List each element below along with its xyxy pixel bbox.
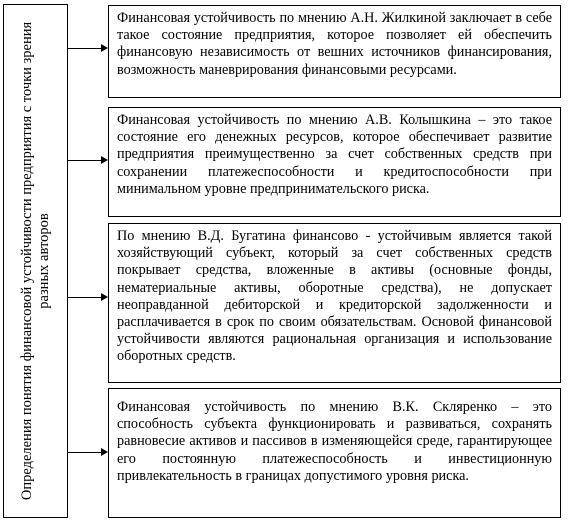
concept-box <box>3 4 68 518</box>
definition-box-bugatin <box>108 223 561 383</box>
definition-text: Финансовая устойчивость по мнению А.В. Колышкина – это такое состояние его денежных ресурсов, которое обеспечивает развитие предприятия преимущественно за счет собственных средств при сохранении платежеспособности и кредитоспособности при минимальном уровне предпринимательского риска. <box>117 112 552 197</box>
definition-box-kolyshkin <box>108 107 561 217</box>
definition-text: Финансовая устойчивость по мнению В.К. Скляренко – это способность субъекта функционировать и развиваться, сохранять равновесие активов и пассивов в изменяющейся среде, гарантирующее его постоянную платежеспособность и инвестиционную привлекательность в границах допустимого уровня риска. <box>117 399 552 484</box>
concept-label: Определения понятия финансовой устойчивости предприятия с точки зрения разных авторов <box>18 21 52 501</box>
definition-text: Финансовая устойчивость по мнению А.Н. Жилкиной заключает в себе такое состояние предприятия, которое позволяет ей обеспечить финансовую независимость от вешних источников финансирования, возможность маневрирования финансовыми ресурсами. <box>117 10 552 78</box>
definition-text: По мнению В.Д. Бугатина финансово - устойчивым является такой хозяйствующий субъект, который за счет собственных средств покрывает средства, вложенные в активы (основные фонды, нематериальные активы, оборотные средства), не допускает неоправданной дебиторской и кредиторской задолженности и расплачивается в срок по своим обязательствам. Основой финансовой устойчивости являются рациональная организация и использование оборотных средств. <box>117 228 552 365</box>
definition-box-sklyarenko <box>108 388 561 518</box>
definition-box-zhilkina <box>108 5 561 98</box>
